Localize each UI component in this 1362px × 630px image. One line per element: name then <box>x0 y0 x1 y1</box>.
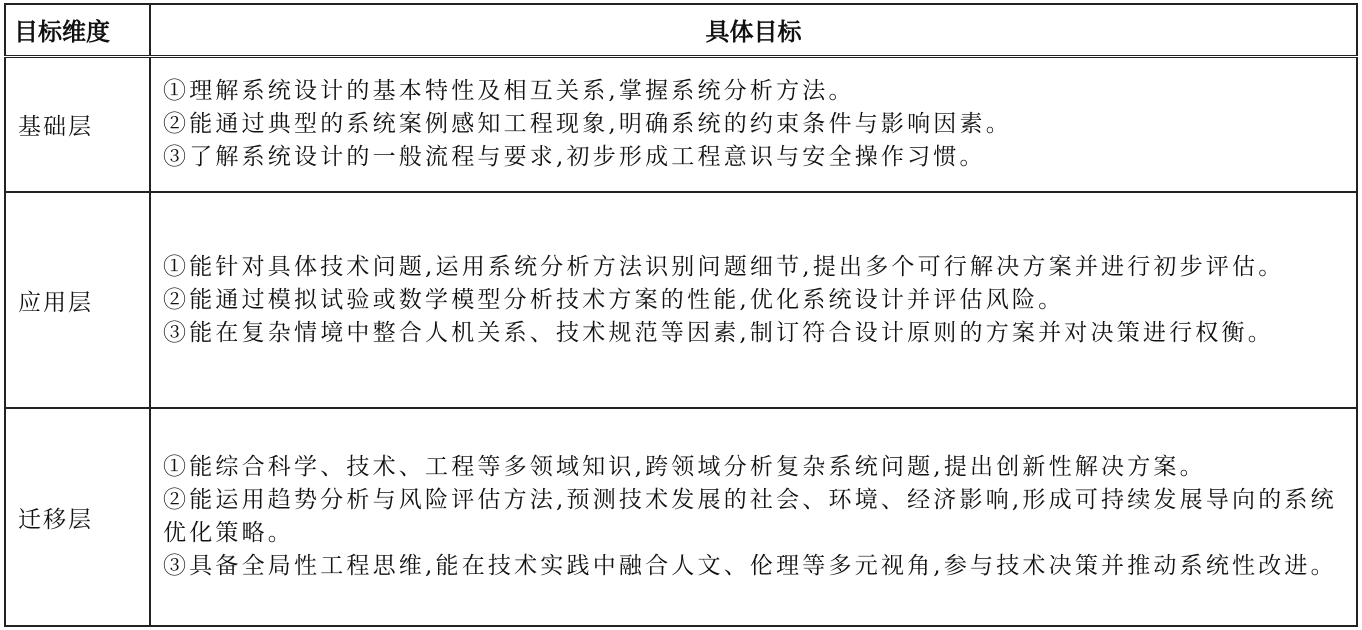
goal-item: ①能针对具体技术问题,运用系统分析方法识别问题细节,提出多个可行解决方案并进行初步评估。 <box>163 253 1285 280</box>
table-row <box>5 56 1357 192</box>
header-goals: 具体目标 <box>150 4 1357 56</box>
goal-item: ①理解系统设计的基本特性及相互关系,掌握系统分析方法。 <box>163 77 855 104</box>
header-dimension: 目标维度 <box>5 4 150 56</box>
header-row <box>5 4 1357 56</box>
goal-item: ②能通过典型的系统案例感知工程现象,明确系统的约束条件与影响因素。 <box>163 110 1012 137</box>
goal-item: ①能综合科学、技术、工程等多领域知识,跨领域分析复杂系统问题,提出创新性解决方案。 <box>163 454 1206 480</box>
level-cell: 迁移层 <box>5 408 150 626</box>
goal-item: ③了解系统设计的一般流程与要求,初步形成工程意识与安全操作习惯。 <box>163 143 986 170</box>
goal-item: ③具备全局性工程思维,能在技术实践中融合人文、伦理等多元视角,参与技术决策并推动系统性改进。 <box>163 553 1337 579</box>
table-row <box>5 408 1357 626</box>
level-cell: 基础层 <box>5 56 150 192</box>
goals-table <box>4 3 1358 627</box>
goals-cell <box>150 56 1357 192</box>
goal-item: ③能在复杂情境中整合人机关系、技术规范等因素,制订符合设计原则的方案并对决策进行权衡。 <box>163 319 1274 346</box>
table-row <box>5 192 1357 408</box>
goal-item: ②能运用趋势分析与风险评估方法,预测技术发展的社会、环境、经济影响,形成可持续发展导向的系统优化策略。 <box>163 487 1337 546</box>
goals-cell <box>150 408 1357 626</box>
goals-cell <box>150 192 1357 408</box>
goal-item: ②能通过模拟试验或数学模型分析技术方案的性能,优化系统设计并评估风险。 <box>163 286 1065 313</box>
level-cell: 应用层 <box>5 192 150 408</box>
